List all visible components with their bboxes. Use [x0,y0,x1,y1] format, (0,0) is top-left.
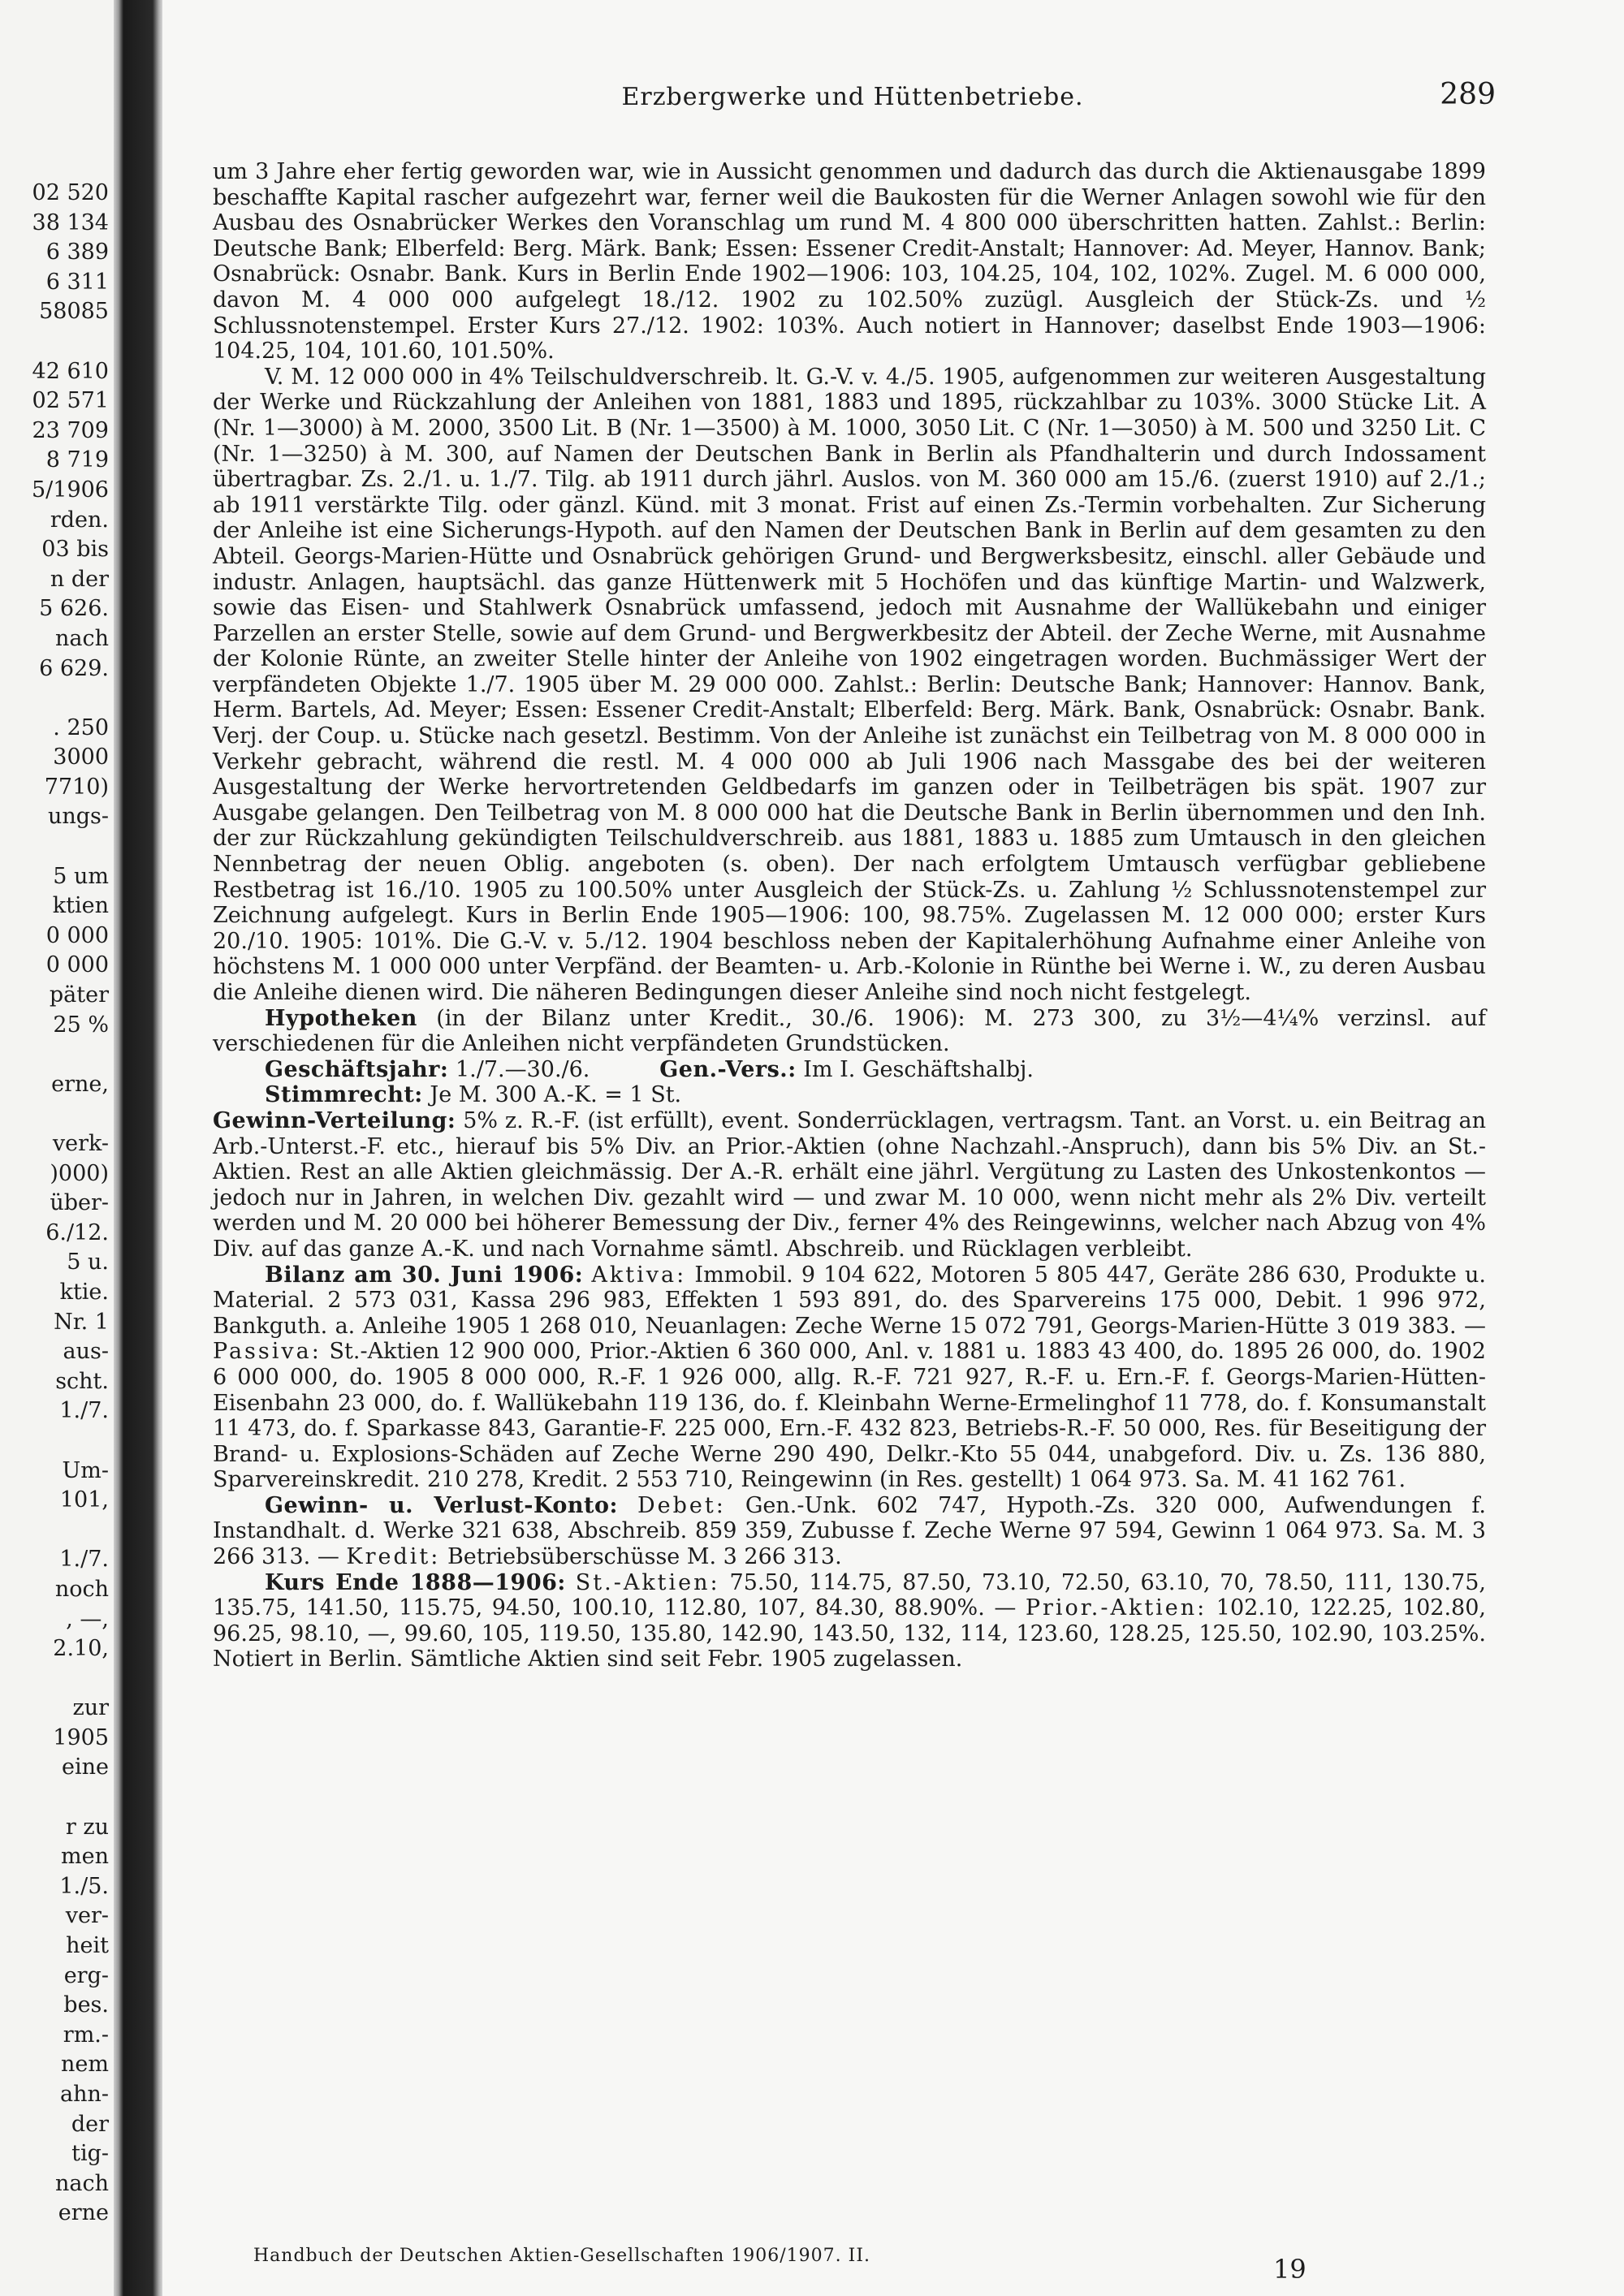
fragment-line: ktie. [59,1279,109,1305]
fragment-line: nach [55,625,109,651]
fragment-line: heit [66,1933,109,1959]
fragment-line: ktien [52,893,109,919]
kurs-st-aktien-label: St.-Aktien: [575,1569,720,1595]
section-head-gewinn-verlust-konto: Gewinn- u. Verlust-Konto: [265,1492,618,1518]
fragment-line: 42 610 [32,358,109,384]
fragment-line: zur [72,1695,109,1721]
gvk-kredit-text: Betriebsüberschüsse M. 3 266 313. [447,1544,842,1570]
previous-page-text-fragments [0,179,109,2229]
fragment-line: aus- [63,1339,109,1365]
fragment-gap [0,1783,109,1813]
fragment-gap [0,1040,109,1070]
fragment-gap [0,684,109,714]
fragment-gap [0,1426,109,1457]
kurs-prior-aktien-label: Prior.-Aktien: [1025,1595,1207,1621]
fragment-line: verk- [52,1131,109,1156]
paragraph-gewinn-verteilung [213,1108,1486,1262]
fragment-line: men [61,1844,109,1870]
fragment-line: rm.- [63,2022,109,2048]
gvk-debet-label: Debet: [637,1492,726,1518]
gvk-debet-text: Gen.-Unk. 602 747, Hypoth.-Zs. 320 000, Aufwendungen f. Instandhalt. d. Werke 321 638, Abschreib. 859 359, Zubusse f. Zeche Werne 97 594, Gewinn 1 064 973. Sa. M. 3 266 313. — [213,1492,1486,1570]
fragment-line: 0 000 [45,922,109,948]
fragment-line: eine [62,1754,109,1780]
bilanz-aktiva-text: Immobil. 9 104 622, Motoren 5 805 447, Geräte 286 630, Produkte u. Material. 2 573 031, Kassa 296 983, Effekten 1 593 891, do. des Sparvereins 175 000, Debit. 1 996 972, Bankguth. a. Anleihe 1905 1 268 010, Neuanlagen: Zeche Werne 15 072 791, Georgs-Marien-Hütte 3 019 383. — [213,1262,1486,1339]
fragment-line: 5 um [53,863,109,889]
section-head-gewinn-verteilung: Gewinn-Verteilung: [213,1107,456,1133]
running-head [203,78,1502,119]
fragment-line: 8 719 [45,447,109,473]
section-head-bilanz: Bilanz am 30. Juni 1906: [265,1262,584,1288]
fragment-line: päter [49,982,109,1008]
fragment-line: rden. [50,507,109,533]
fragment-line: 25 % [53,1012,109,1038]
paragraph-gewinn-verlust-konto [213,1493,1486,1570]
kurs-st-aktien-text: 75.50, 114.75, 87.50, 73.10, 72.50, 63.10, 70, 78.50, 111, 130.75, 135.75, 141.50, 115.75, 94.50, 100.10, 112.80, 107, 84.30, 88.90%. — [213,1569,1486,1621]
bilanz-passiva-text: St.-Aktien 12 900 000, Prior.-Aktien 6 360 000, Anl. v. 1881 u. 1883 43 400, do. 1895 26 000, do. 1902 6 000 000, do. 1905 8 000 000, R.-F. 1 926 000, allg. R.-F. 721 927, R.-F. u. Ern.-F. f. Georgs-Marien-Hütten-Eisenbahn 23 000, do. f. Wallükebahn 119 136, do. f. Kleinbahn Werne-Ermelinghof 11 778, do. f. Konsumanstalt 11 473, do. f. Sparkasse 843, Garantie-F. 225 000, Ern.-F. 432 823, Betriebs-R.-F. 50 000, Res. für Beseitigung der Brand- u. Explosions-Schäden auf Zeche Werne 290 490, Delkr.-Kto 55 044, unabgeford. Div. u. Zs. 136 880, Sparvereinskredit. 210 278, Kredit. 2 553 710, Reingewinn (in Res. gestellt) 1 064 973. Sa. M. 41 162 761. [213,1339,1486,1493]
fragment-line: nach [55,2170,109,2196]
fragment-line: 1905 [53,1724,109,1750]
fragment-line: scht. [55,1368,109,1394]
paragraph-hypotheken [213,1006,1486,1057]
book-gutter [114,0,162,2296]
fragment-line: 101, [59,1487,109,1513]
fragment-line: 23 709 [32,417,109,443]
fragment-line: 6./12. [45,1219,109,1245]
paragraph-bilanz [213,1262,1486,1493]
fragment-gap [0,327,109,357]
fragment-line: Nr. 1 [54,1309,109,1335]
fragment-line: )000) [50,1160,109,1186]
gvk-kredit-label: Kredit: [346,1544,441,1570]
fragment-line: 1./5. [59,1873,109,1899]
fragment-gap [0,1099,109,1129]
fragment-line: nem [61,2052,109,2078]
fragment-line: , —, [66,1606,109,1632]
fragment-line: . 250 [53,714,109,740]
paragraph-anleihe-v: V. M. 12 000 000 in 4% Teilschuldverschreib. lt. G.-V. v. 4./5. 1905, aufgenommen zur weiteren Ausgestaltung der Werke und Rückzahlung der Anleihen von 1881, 1883 und 1895, rückzahlbar zu 103%. 3000 Stücke Lit. A (Nr. 1—3000) à M. 2000, 3500 Lit. B (Nr. 1—3500) à M. 1000, 3050 Lit. C (Nr. 1—3050) à M. 500 und 3250 Lit. C (Nr. 1—3250) à M. 300, auf Namen der Deutschen Bank in Berlin als Pfandhalterin und durch Indossament übertragbar. Zs. 2./1. u. 1./7. Tilg. ab 1911 durch jährl. Auslos. von M. 360 000 am 15./6. (zuerst 1910) auf 2./1.; ab 1911 verstärkte Tilg. oder gänzl. Künd. mit 3 monat. Frist auf einen Zs.-Termin vorbehalten. Zur Sicherung der Anleihe ist eine Sicherungs-Hypoth. auf den Namen der Deutschen Bank in Berlin auf dem gesamten zu den Abteil. Georgs-Marien-Hütte und Osnabrück gehörigen Grund- und Bergwerksbesitz, einschl. aller Gebäude und industr. Anlagen, hauptsächl. das ganze Hüttenwerk mit 5 Hochöfen und das künftige Martin- und Walzwerk, sowie das Eisen- und Stahlwerk Osnabrück umfassend, jedoch mit Ausnahme der Wallükebahn und einiger Parzellen an erster Stelle, sowie auf dem Grund- und Bergwerkbesitz der Abteil. der Zeche Werne, mit Ausnahme der Kolonie Rünte, an zweiter Stelle hinter der Anleihe von 1902 eingetragen worden. Buchmässiger Wert der verpfändeten Objekte 1./7. 1905 über M. 29 000 000. Zahlst.: Berlin: Deutsche Bank; Hannover: Hannov. Bank, Herm. Bartels, Ad. Meyer; Essen: Essener Credit-Anstalt; Elberfeld: Berg. Märk. Bank, Osnabrück: Osnabr. Bank. Verj. der Coup. u. Stücke nach gesetzl. Bestimm. Von der Anleihe ist zunächst ein Teilbetrag von M. 8 000 000 in Verkehr gebracht, während die restl. M. 4 000 000 ab Juli 1906 nach Massgabe des bei der weiteren Ausgestaltung der Werke hervortretenden Geldbedarfs im ganzen oder in Teilbeträgen bis spät. 1907 zur Ausgabe gelangen. Den Teilbetrag von M. 8 000 000 hat die Deutsche Bank in Berlin übernommen und den Inh. der zur Rückzahlung gekündigten Teilschuldverschreib. aus 1881, 1883 u. 1885 zum Umtausch in den gleichen Nennbetrag der neuen Oblig. angeboten (s. oben). Der nach erfolgtem Umtausch verfügbar gebliebene Restbetrag ist 16./10. 1905 zu 100.50% unter Ausgleich der Stück-Zs. u. Zahlung ½ Schlussnotenstempel zur Zeichnung aufgelegt. Kurs in Berlin Ende 1905—1906: 100, 98.75%. Zugelassen M. 12 000 000; erster Kurs 20./10. 1905: 101%. Die G.-V. v. 5./12. 1904 beschloss neben der Kapitalerhöhung Aufnahme einer Anleihe von höchstens M. 1 000 000 unter Verpfänd. der Beamten- u. Arb.-Kolonie in Rünthe bei Werne i. W., zu deren Ausbau die Anleihe dienen wird. Die näheren Bedingungen dieser Anleihe sind noch nicht festgelegt. [213,364,1486,1005]
fragment-line: 3000 [53,744,109,770]
fragment-line: noch [54,1576,109,1602]
paragraph-continuation: um 3 Jahre eher fertig geworden war, wie in Aussicht genommen und dadurch das durch die Aktienausgabe 1899 beschaffte Kapital rascher aufgezehrt war, ferner weil die Baukosten für die Werner Anlagen sowohl wie für den Ausbau des Osnabrücker Werkes den Voranschlag um rund M. 4 800 000 überschritten hatten. Zahlst.: Berlin: Deutsche Bank; Elberfeld: Berg. Märk. Bank; Essen: Essener Credit-Anstalt; Hannover: Ad. Meyer, Hannov. Bank; Osnabrück: Osnabr. Bank. Kurs in Berlin Ende 1902—1906: 103, 104.25, 104, 102, 102%. Zugel. M. 6 000 000, davon M. 4 000 000 aufgelegt 18./12. 1902 zu 102.50% zuzügl. Ausgleich der Stück-Zs. und ½ Schlussnotenstempel. Erster Kurs 27./12. 1902: 103%. Auch notiert in Hannover; daselbst Ende 1903—1906: 104.25, 104, 101.60, 101.50%. [213,159,1486,365]
fragment-line: 0 000 [45,952,109,978]
fragment-line: der [71,2111,109,2137]
fragment-line: 7710) [44,774,109,800]
section-head-geschaeftsjahr: Geschäftsjahr: [265,1056,449,1082]
fragment-line: 5/1906 [32,477,109,503]
hypotheken-text: (in der Bilanz unter Kredit., 30./6. 1906): M. 273 300, zu 3½—4¼% verzinsl. auf verschiedenen für die Anleihen nicht verpfändeten Grundstücken. [213,1005,1486,1057]
fragment-line: tig- [71,2141,109,2167]
gen-vers-text: Im I. Geschäftshalbj. [803,1056,1034,1082]
fragment-line: über- [50,1190,109,1216]
fragment-line: 1./7. [59,1398,109,1424]
fragment-line: 38 134 [32,209,109,235]
body-text [213,159,1486,1672]
fragment-line: bes. [63,1992,109,2018]
kurs-prior-aktien-text: 102.10, 122.25, 102.80, 96.25, 98.10, —, 99.60, 105, 119.50, 135.80, 142.90, 143.50, 132, 114, 123.60, 128.25, 125.50, 102.90, 103.25%. Notiert in Berlin. Sämtliche Aktien sind seit Febr. 1905 zugelassen. [213,1595,1486,1672]
running-title: Erzbergwerke und Hüttenbetriebe. [621,83,1084,111]
fragment-gap [0,1664,109,1694]
paragraph-geschaeftsjahr [213,1057,1486,1083]
fragment-line: 5 626. [39,596,109,622]
signature-mark: 19 [1273,2254,1307,2285]
paragraph-kurs [213,1570,1486,1672]
bilanz-aktiva-label: Aktiva: [591,1262,687,1288]
fragment-line: 5 u. [67,1249,109,1275]
fragment-line: 6 389 [45,240,109,265]
fragment-line: 02 571 [32,388,109,414]
stimmrecht-text: Je M. 300 A.-K. = 1 St. [430,1082,682,1108]
fragment-line: erne [58,2200,109,2226]
fragment-gap [0,1516,109,1546]
fragment-line: 1./7. [59,1547,109,1573]
fragment-line: erg- [63,1962,109,1988]
paragraph-stimmrecht [213,1082,1486,1108]
fragment-line: n der [50,566,109,592]
fragment-line: 03 bis [41,537,109,563]
fragment-line: 6 311 [45,269,109,295]
bilanz-passiva-label: Passiva: [213,1339,322,1365]
section-head-hypotheken: Hypotheken [265,1005,417,1031]
fragment-line: r zu [65,1814,109,1840]
fragment-gap [0,832,109,862]
fragment-line: 58085 [39,299,109,325]
previous-page-strip [0,0,114,2296]
fragment-line: 6 629. [39,655,109,681]
fragment-line: ahn- [60,2082,109,2107]
footer-publication-line: Handbuch der Deutschen Aktien-Gesellschaften 1906/1907. II. [253,2246,871,2266]
fragment-line: 2.10, [53,1636,109,1662]
fragment-line: ungs- [47,804,109,830]
section-head-stimmrecht: Stimmrecht: [265,1082,423,1108]
fragment-line: Um- [62,1457,109,1483]
geschaeftsjahr-text: 1./7.—30./6. [455,1056,590,1082]
section-head-gen-vers: Gen.-Vers.: [659,1056,797,1082]
fragment-line: ver- [65,1903,109,1929]
fragment-line: 02 520 [32,180,109,205]
fragment-line: erne, [51,1071,109,1097]
section-head-kurs: Kurs Ende 1888—1906: [265,1569,566,1595]
gewinn-verteilung-text: 5% z. R.-F. (ist erfüllt), event. Sonderrücklagen, vertragsm. Tant. an Vorst. u. ein Beitrag an Arb.-Unterst.-F. etc., hierauf bis 5% Div. an Prior.-Aktien (ohne Nachzahl.-Anspruch), dann bis 5% Div. an St.-Aktien. Rest an alle Aktien gleichmässig. Der A.-R. erhält eine jährl. Vergütung zu Lasten des Unkostenkontos — jedoch nur in Jahren, in welchen Div. gezahlt wird — und zwar M. 10 000, wenn nicht mehr als 2% Div. verteilt werden und M. 20 000 bei höherer Bemessung der Div., ferner 4% des Reingewinns, welcher nach Abzug von 4% Div. auf das ganze A.-K. und nach Vornahme sämtl. Abschreib. und Rücklagen verbleibt. [213,1107,1486,1262]
page-number: 289 [1440,78,1496,111]
